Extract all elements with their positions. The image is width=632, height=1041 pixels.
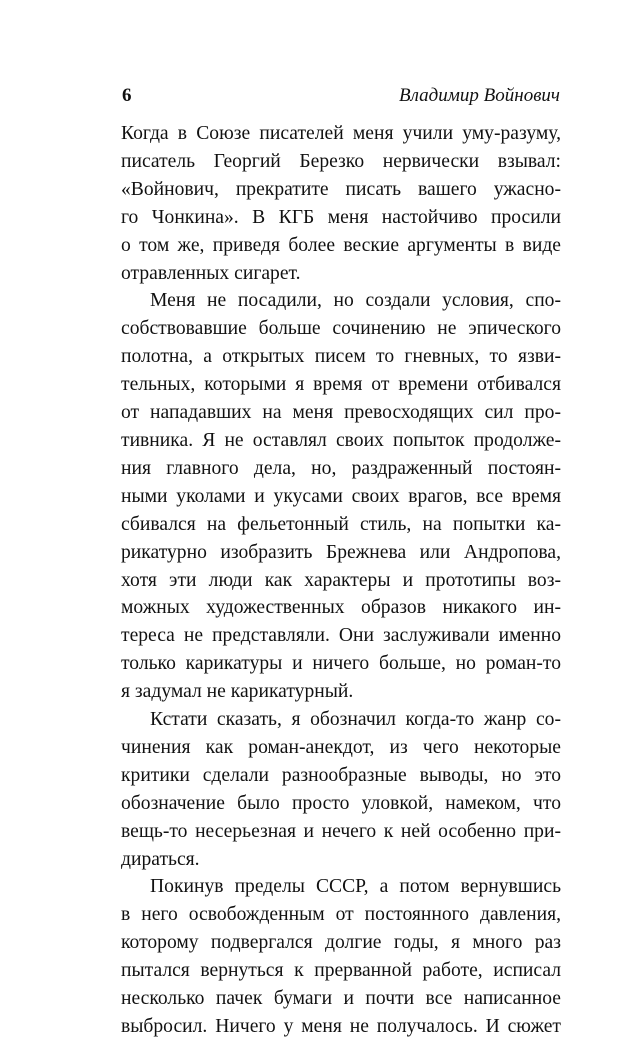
text-line: тивника. Я не оставлял своих попыток продолже- (121, 429, 561, 451)
text-line: сбивался на фельетонный стиль, на попытки ка- (121, 513, 561, 535)
text-line: о том же, приведя более веские аргументы в виде (121, 234, 561, 256)
text-line: Меня не посадили, но создали условия, спо- (150, 290, 561, 312)
text-line: от нападавших на меня превосходящих сил про- (121, 402, 561, 424)
text-line: пытался вернуться к прерванной работе, исписал (121, 960, 561, 982)
text-line: можных художественных образов никакого ин- (121, 597, 561, 619)
text-line: ния главного дела, но, раздраженный постоян- (121, 457, 561, 479)
text-line: собствовавшие больше сочинению не эпического (121, 318, 561, 340)
text-line: в него освобожденным от постоянного давления, (121, 904, 561, 926)
text-line: «Войнович, прекратите писать вашего ужасно- (121, 178, 561, 200)
paragraph-2 (121, 287, 561, 706)
text-line: Кстати сказать, я обозначил когда-то жанр со- (150, 709, 561, 731)
text-line: чинения как роман-анекдот, из чего некоторые (121, 736, 561, 758)
text-line: я задумал не карикатурный. (121, 681, 354, 703)
text-line: дираться. (121, 848, 200, 870)
text-line: Когда в Союзе писателей меня учили уму-разуму, (121, 123, 561, 144)
text-line: обозначение было просто уловкой, намеком, что (121, 792, 561, 814)
body-text (121, 120, 561, 1041)
paragraph-1 (121, 120, 561, 287)
text-line: ными уколами и укусами своих врагов, все время (121, 485, 561, 507)
paragraph-3 (121, 706, 561, 873)
text-line: хотя эти люди как характеры и прототипы воз- (121, 569, 561, 591)
text-line: го Чонкина». В КГБ меня настойчиво просили (121, 206, 561, 228)
text-line: которому подвергался долгие годы, я много раз (121, 932, 561, 954)
text-line: полотна, а открытых писем то гневных, то язви- (121, 346, 561, 368)
text-line: писатель Георгий Березко нервически взывал: (121, 150, 561, 172)
text-line: отравленных сигарет. (121, 262, 301, 284)
page-number: 6 (122, 85, 132, 106)
text-line: вещь-то несерьезная и нечего к ней особенно при- (121, 820, 561, 842)
running-head-author: Владимир Войнович (399, 85, 560, 106)
text-line: тельных, которыми я время от времени отбивался (121, 374, 561, 396)
text-line: рикатурно изобразить Брежнева или Андропова, (121, 541, 561, 563)
paragraph-4 (121, 873, 561, 1040)
text-line: Покинув пределы СССР, а потом вернувшись (150, 876, 561, 898)
text-line: только карикатуры и ничего больше, но роман-то (121, 653, 561, 675)
text-line: тереса не представляли. Они заслуживали именно (121, 625, 561, 647)
text-line: выбросил. Ничего у меня не получалось. И сюжет (121, 1016, 561, 1037)
text-line: несколько пачек бумаги и почти все написанное (121, 988, 561, 1010)
text-line: критики сделали разнообразные выводы, но это (121, 764, 561, 786)
